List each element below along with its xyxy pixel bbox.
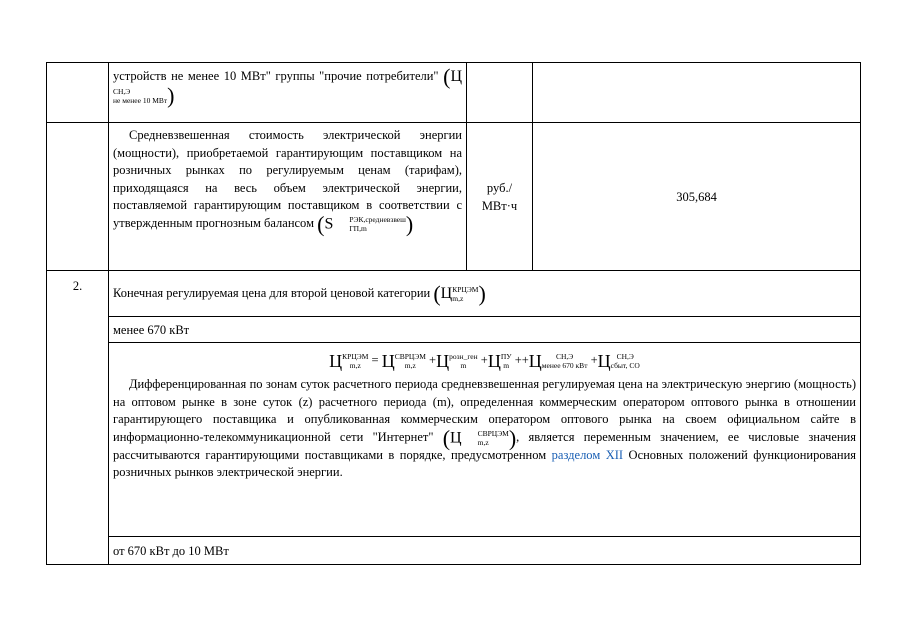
close-paren: ) (167, 83, 175, 109)
close-paren: ) (478, 281, 486, 307)
table-row (47, 63, 861, 123)
unit-label: руб./МВт·ч (481, 180, 518, 213)
index-stack (395, 352, 426, 370)
superscript: СВРЦЭМ (394, 352, 426, 362)
index-stack (342, 352, 368, 370)
weighted-cost-text: Средневзвешенная стоимость электрической энергии (мощности), приобретаемой гарантирующим поставщиком на розничных рынках по регулируемым ценам (тарифам), приходящаяся на весь объем электрической энергии, поставляемой гарантирующим поставщиком в соответствии с утвержденным прогнозным балансом (113, 128, 462, 230)
plus-sign: + (590, 353, 598, 367)
close-paren: ) (405, 210, 414, 236)
tariff-table (46, 62, 861, 565)
explanation-text: Основных положений функционирования розничных рынков электрической энергии. (113, 447, 857, 480)
superscript: СВРЦЭМ (477, 428, 509, 438)
price-symbol: Ц (436, 351, 450, 372)
superscript: КРЦЭМ (452, 285, 479, 295)
value-cell (533, 63, 861, 123)
formula-explanation (113, 376, 856, 486)
section-link[interactable]: разделом XII (551, 447, 624, 462)
subscript: m (460, 361, 467, 371)
unit-cell (467, 123, 533, 271)
unit-cell (467, 63, 533, 123)
table-row (47, 271, 861, 317)
open-paren: ( (317, 210, 325, 236)
index-stack (462, 429, 509, 447)
subscript: m,z (452, 294, 464, 304)
formula-cell (109, 343, 861, 537)
subcategory-label: менее 670 кВт (113, 322, 190, 337)
subscript: менее 670 кВт (541, 361, 588, 371)
price-symbol: Ц (597, 351, 611, 372)
index-stack (113, 87, 167, 105)
index-stack (452, 285, 478, 303)
value-cell (533, 123, 861, 271)
row-number-cell (47, 271, 109, 565)
index-stack (449, 352, 478, 370)
section-number: 2. (72, 279, 83, 293)
section-title-cell (109, 271, 861, 317)
open-paren: ( (433, 281, 441, 307)
open-paren: ( (443, 64, 451, 90)
price-symbol: Ц (487, 351, 501, 372)
continuation-text: устройств не менее 10 МВт" группы "прочие потребители" (113, 69, 439, 83)
subcategory-label: от 670 кВт до 10 МВт (113, 543, 229, 558)
open-paren: ( (442, 425, 451, 450)
superscript: РЭК,средневзвеш (349, 214, 406, 224)
price-symbol: Ц (381, 351, 395, 372)
index-stack (542, 352, 588, 370)
table-row (47, 537, 861, 565)
table-row (47, 123, 861, 271)
subscript: сбыт, СО (610, 361, 640, 371)
subscript: m,z (404, 361, 416, 371)
price-formula (113, 343, 856, 376)
equals-sign: = (371, 353, 379, 367)
row-number-cell (47, 63, 109, 123)
superscript: СН,Э (113, 87, 131, 97)
description-cell (109, 123, 467, 271)
superscript: СН,Э (556, 352, 574, 362)
subscript: ГП,m (349, 223, 367, 233)
subcategory-cell (109, 317, 861, 343)
explanation-text: Дифференцированная по зонам суток расчетного периода средневзвешенная регулируемая цена на электрическую энергию (мощность) на оптовом рынке в зоне суток (z) расчетного периода (m), определенная коммерческим оператором оптового рынка в отношении гарантирующего поставщика и опубликованная коммерческим оператором оптового рынка на своем официальном сайте в информационно-телекоммуникационной сети "Интернет" (113, 377, 856, 444)
cost-symbol: S (324, 214, 334, 232)
index-stack (501, 352, 512, 370)
subscript: m (503, 361, 510, 371)
price-symbol: Ц (450, 68, 462, 86)
superscript: розн_ген (449, 352, 478, 362)
row-number-cell (47, 123, 109, 271)
description-cell (109, 63, 467, 123)
index-stack (333, 215, 406, 233)
weighted-cost-value: 305,684 (676, 189, 717, 204)
section-title: Конечная регулируемая цена для второй ценовой категории (113, 285, 431, 300)
superscript: ПУ (500, 352, 512, 362)
price-symbol: Ц (440, 285, 453, 303)
close-paren: ) (508, 425, 517, 450)
superscript: КРЦЭМ (342, 352, 369, 362)
table-row (47, 343, 861, 537)
price-symbol: Ц (450, 429, 462, 446)
plus-sign: ++ (514, 353, 529, 367)
explanation-text: , является переменным значением, ее числовые значения рассчитываются гарантирующими поставщиками в порядке, предусмотренном (113, 429, 856, 462)
plus-sign: + (480, 353, 488, 367)
subscript: m,z (477, 437, 489, 447)
table-row (47, 317, 861, 343)
subcategory-cell (109, 537, 861, 565)
index-stack (611, 352, 640, 370)
price-symbol: Ц (329, 351, 343, 372)
price-symbol: Ц (528, 351, 542, 372)
subscript: не менее 10 МВт (113, 96, 168, 106)
subscript: m,z (349, 361, 361, 371)
plus-sign: + (429, 353, 437, 367)
superscript: СН,Э (616, 352, 634, 362)
